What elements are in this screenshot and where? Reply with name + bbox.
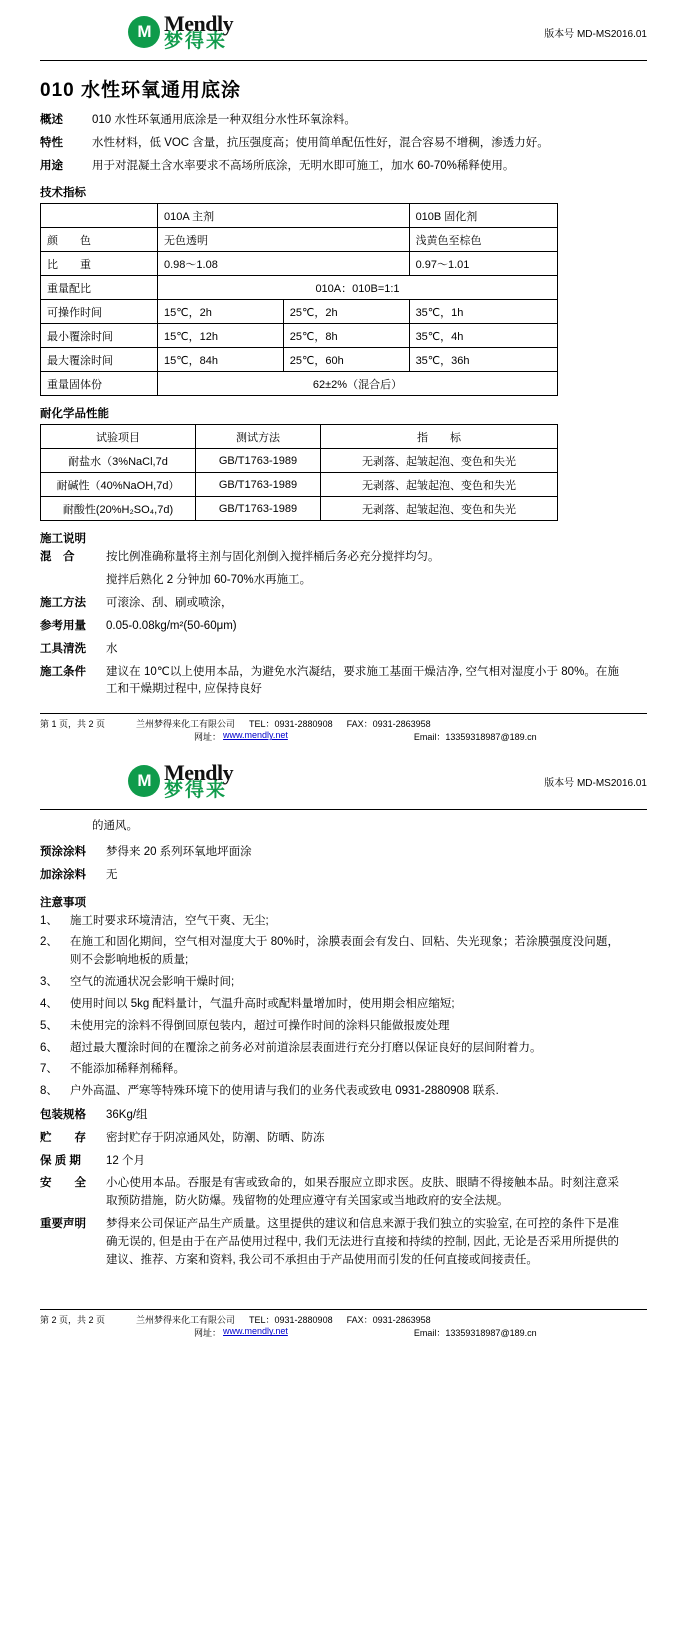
list-text: 超过最大覆涂时间的在覆涂之前务必对前道涂层表面进行充分打磨以保证良好的层间附着力。 <box>70 1041 542 1054</box>
footer-tel: TEL：0931-2880908 <box>249 1315 333 1326</box>
footer-line-2 <box>40 1326 647 1339</box>
construction-method <box>40 595 647 613</box>
field-value: 0.05-0.08kg/m²(50-60μm) <box>106 619 237 632</box>
field-label: 概述 <box>40 114 63 127</box>
list-number: 4、 <box>40 997 58 1010</box>
field-label: 安 全 <box>40 1177 86 1190</box>
page-header <box>40 0 647 58</box>
field-precoat <box>40 844 647 862</box>
table-row <box>41 473 558 497</box>
list-number: 6、 <box>40 1041 58 1054</box>
list-text: 在施工和固化期间，空气相对湿度大于 80%时，涂膜表面会有发白、回粘、失光现象；若涂膜强度没问题，则不会影响地板的质量; <box>70 936 619 967</box>
list-item <box>40 913 647 931</box>
spec-cell: 无色透明 <box>158 228 410 252</box>
footer-line-2 <box>40 730 647 743</box>
list-number: 3、 <box>40 976 58 989</box>
field-value: 小心使用本品。吞服是有害或致命的，如果吞服应立即求医。皮肤、眼睛不得接触本品。时刻注意采取预防措施，防火防爆。残留物的处理应遵守有关国家或当地政府的安全法规。 <box>106 1177 619 1208</box>
chem-col-method: 测试方法 <box>196 425 321 449</box>
spec-row-label: 颜 色 <box>41 228 158 252</box>
spec-row-label: 比 重 <box>41 252 158 276</box>
chem-index: 无剥落、起皱起泡、变色和失光 <box>321 497 558 521</box>
construction-mixing <box>40 549 647 567</box>
spec-cell: 15℃，84h <box>158 348 284 372</box>
field-label <box>40 572 106 590</box>
spec-cell-span: 62±2%（混合后） <box>158 372 558 396</box>
footer-web-link[interactable]: www.mendly.net <box>223 1326 288 1337</box>
footer-line-1 <box>40 1313 647 1326</box>
spec-cell: 25℃，2h <box>283 300 409 324</box>
list-item <box>40 996 647 1014</box>
field-usage <box>40 158 647 176</box>
field-value: 36Kg/组 <box>106 1108 148 1121</box>
logo-text <box>164 761 233 801</box>
field-value: 用于对混凝土含水率要求不高场所底涂，无明水即可施工，加水 60-70%稀释使用。 <box>92 159 515 172</box>
field-value: 010 水性环氧通用底涂是一种双组分水性环氧涂料。 <box>92 114 356 127</box>
continued-text: 的通风。 <box>92 820 138 833</box>
spec-header-b: 010B 固化剂 <box>409 204 557 228</box>
list-number: 5、 <box>40 1019 58 1032</box>
spec-cell: 15℃，2h <box>158 300 284 324</box>
list-number: 1、 <box>40 914 58 927</box>
list-number: 2、 <box>40 936 58 949</box>
list-item <box>40 1061 647 1079</box>
table-row <box>41 425 558 449</box>
table-row <box>41 324 558 348</box>
footer-email: Email：13359318987@189.cn <box>413 732 537 743</box>
field-packaging <box>40 1107 647 1125</box>
field-value: 梦得来 20 系列环氧地坪面涂 <box>106 846 252 858</box>
notes-heading: 注意事项 <box>40 896 86 909</box>
list-item <box>40 1018 647 1036</box>
list-item <box>40 1040 647 1058</box>
spec-table <box>40 203 558 396</box>
field-label: 预涂涂料 <box>40 846 86 858</box>
chem-col-index: 指 标 <box>321 425 558 449</box>
field-storage <box>40 1130 647 1148</box>
spec-cell-span: 010A：010B=1:1 <box>158 276 558 300</box>
spec-cell: 浅黄色至棕色 <box>409 228 557 252</box>
list-text: 空气的流通状况会影响干燥时间; <box>70 976 235 989</box>
field-overview <box>40 112 647 130</box>
document-version: 版本号 MD-MS2016.01 <box>544 28 647 40</box>
logo-english-name: Mendly <box>164 11 234 36</box>
footer-email: Email：13359318987@189.cn <box>413 1328 537 1339</box>
spec-cell: 0.97～1.01 <box>409 252 557 276</box>
field-shelf-life <box>40 1153 647 1171</box>
table-row <box>41 348 558 372</box>
field-label: 包装规格 <box>40 1108 86 1121</box>
chem-item: 耐酸性(20%H₂SO₄,7d) <box>41 497 196 521</box>
field-label: 贮 存 <box>40 1131 86 1144</box>
field-label: 混 合 <box>40 551 75 564</box>
field-label: 特性 <box>40 136 63 149</box>
field-features <box>40 135 647 153</box>
spec-row-label: 最大覆涂时间 <box>41 348 158 372</box>
chem-index: 无剥落、起皱起泡、变色和失光 <box>321 473 558 497</box>
header-divider <box>40 60 647 61</box>
table-row <box>41 252 558 276</box>
logo-mark-icon: M <box>128 765 160 797</box>
spec-header-blank <box>41 204 158 228</box>
logo-text <box>164 12 233 52</box>
field-value: 可滚涂、刮、刷或喷涂， <box>106 597 233 610</box>
footer-line-1 <box>40 717 647 730</box>
document-page-1 <box>0 0 687 743</box>
list-text: 施工时要求环境清洁，空气干爽、无尘; <box>70 914 269 927</box>
field-safety <box>40 1175 647 1211</box>
field-label: 施工方法 <box>40 597 86 610</box>
field-label: 重要声明 <box>40 1218 86 1230</box>
spec-cell: 25℃，8h <box>283 324 409 348</box>
chem-index: 无剥落、起皱起泡、变色和失光 <box>321 449 558 473</box>
construction-heading: 施工说明 <box>40 533 86 546</box>
spec-cell: 25℃，60h <box>283 348 409 372</box>
construction-conditions <box>40 664 647 700</box>
field-value: 按比例准确称量将主剂与固化剂倒入搅拌桶后务必充分搅拌均匀。 <box>106 551 440 564</box>
list-text: 户外高温、严寒等特殊环境下的使用请与我们的业务代表或致电 0931-2880908 联系. <box>70 1085 499 1098</box>
page-header <box>40 749 647 807</box>
logo-english-name: Mendly <box>164 760 234 786</box>
list-number: 7、 <box>40 1063 58 1076</box>
logo-chinese-name: 梦得来 <box>164 31 228 53</box>
logo-mark-icon: M <box>128 16 160 48</box>
field-topcoat <box>40 867 647 885</box>
page-title: 010 水性环氧通用底涂 <box>40 80 241 102</box>
list-item <box>40 934 647 970</box>
notes-list <box>40 913 647 1101</box>
footer-divider <box>40 1309 647 1310</box>
list-number: 8、 <box>40 1085 58 1098</box>
page2-footer <box>40 1305 647 1339</box>
spec-row-label: 最小覆涂时间 <box>41 324 158 348</box>
chem-table <box>40 424 558 521</box>
footer-fax: FAX：0931-2863958 <box>346 1315 431 1326</box>
footer-fax: FAX：0931-2863958 <box>346 719 431 730</box>
footer-web-label: 网址： <box>194 1328 222 1339</box>
spec-row-label: 重量配比 <box>41 276 158 300</box>
field-value: 密封贮存于阴凉通风处，防潮、防晒、防冻 <box>106 1131 325 1144</box>
spec-cell: 35℃，4h <box>409 324 557 348</box>
footer-company: 兰州梦得来化工有限公司 <box>136 1315 236 1326</box>
spec-heading: 技术指标 <box>40 187 86 200</box>
field-value: 水 <box>106 642 118 655</box>
table-row <box>41 228 558 252</box>
field-label: 用途 <box>40 159 63 172</box>
construction-mixing-note <box>40 572 647 590</box>
footer-divider <box>40 713 647 714</box>
page-number: 第 1 页，共 2 页 <box>40 719 106 730</box>
chem-item: 耐碱性（40%NaOH,7d） <box>41 473 196 497</box>
chem-heading: 耐化学品性能 <box>40 408 109 421</box>
spec-cell: 35℃，36h <box>409 348 557 372</box>
spec-cell: 35℃，1h <box>409 300 557 324</box>
spec-row-label: 可操作时间 <box>41 300 158 324</box>
page-number: 第 2 页，共 2 页 <box>40 1315 106 1326</box>
table-row <box>41 372 558 396</box>
construction-coverage <box>40 618 647 636</box>
field-label: 工具清洗 <box>40 642 86 655</box>
field-label: 加涂涂料 <box>40 868 86 881</box>
footer-web-label: 网址： <box>194 732 222 743</box>
field-value: 无 <box>106 868 118 881</box>
chem-method: GB/T1763-1989 <box>196 497 321 521</box>
footer-tel: TEL：0931-2880908 <box>249 719 333 730</box>
table-row <box>41 497 558 521</box>
footer-company: 兰州梦得来化工有限公司 <box>136 719 236 730</box>
spec-row-label: 重量固体份 <box>41 372 158 396</box>
document-version: 版本号 MD-MS2016.01 <box>544 777 647 789</box>
field-value: 搅拌后熟化 2 分钟加 60-70%水再施工。 <box>106 574 312 587</box>
page1-footer <box>40 709 647 743</box>
company-logo <box>40 12 233 52</box>
chem-item: 耐盐水（3%NaCl,7d <box>41 449 196 473</box>
list-item <box>40 1083 647 1101</box>
field-value: 梦得来公司保证产品生产质量。这里提供的建议和信息来源于我们独立的实验室, 在可控的条件下是准确无误的, 但是由于在产品使用过程中, 我们无法进行直接和持续的控制, 因此, 无论是否采用所提供的建议、推荐、方案和资料, 我公司不承担由于产品使用而引发的任何直接或间接责任。 <box>106 1218 619 1266</box>
chem-col-item: 试验项目 <box>41 425 196 449</box>
field-value: 12 个月 <box>106 1154 145 1167</box>
table-row <box>41 276 558 300</box>
list-text: 未使用完的涂料不得倒回原包装内，超过可操作时间的涂料只能做报废处理 <box>70 1019 450 1032</box>
footer-web-link[interactable]: www.mendly.net <box>223 730 288 741</box>
field-label: 保 质 期 <box>40 1154 81 1167</box>
company-logo <box>40 761 233 801</box>
table-row <box>41 449 558 473</box>
list-text: 使用时间以 5kg 配料量计，气温升高时或配料量增加时，使用期会相应缩短; <box>70 997 455 1010</box>
spec-header-a: 010A 主剂 <box>158 204 410 228</box>
chem-method: GB/T1763-1989 <box>196 473 321 497</box>
construction-cleaning <box>40 641 647 659</box>
list-item <box>40 974 647 992</box>
field-disclaimer <box>40 1216 647 1269</box>
field-label: 施工条件 <box>40 665 86 678</box>
table-row <box>41 204 558 228</box>
spec-cell: 15℃，12h <box>158 324 284 348</box>
table-row <box>41 300 558 324</box>
chem-method: GB/T1763-1989 <box>196 449 321 473</box>
field-value: 建议在 10℃以上使用本品，为避免水汽凝结，要求施工基面干燥洁净, 空气相对湿度小于 80%。在施工和干燥期过程中, 应保持良好 <box>106 665 619 696</box>
field-value: 水性材料，低 VOC 含量，抗压强度高；使用简单配伍性好，混合容易不增稠，渗透力好。 <box>92 136 549 149</box>
document-page-2 <box>0 743 687 1339</box>
logo-chinese-name: 梦得来 <box>164 780 228 802</box>
list-text: 不能添加稀释剂稀释。 <box>70 1063 185 1076</box>
spec-cell: 0.98～1.08 <box>158 252 410 276</box>
field-label: 参考用量 <box>40 619 86 632</box>
